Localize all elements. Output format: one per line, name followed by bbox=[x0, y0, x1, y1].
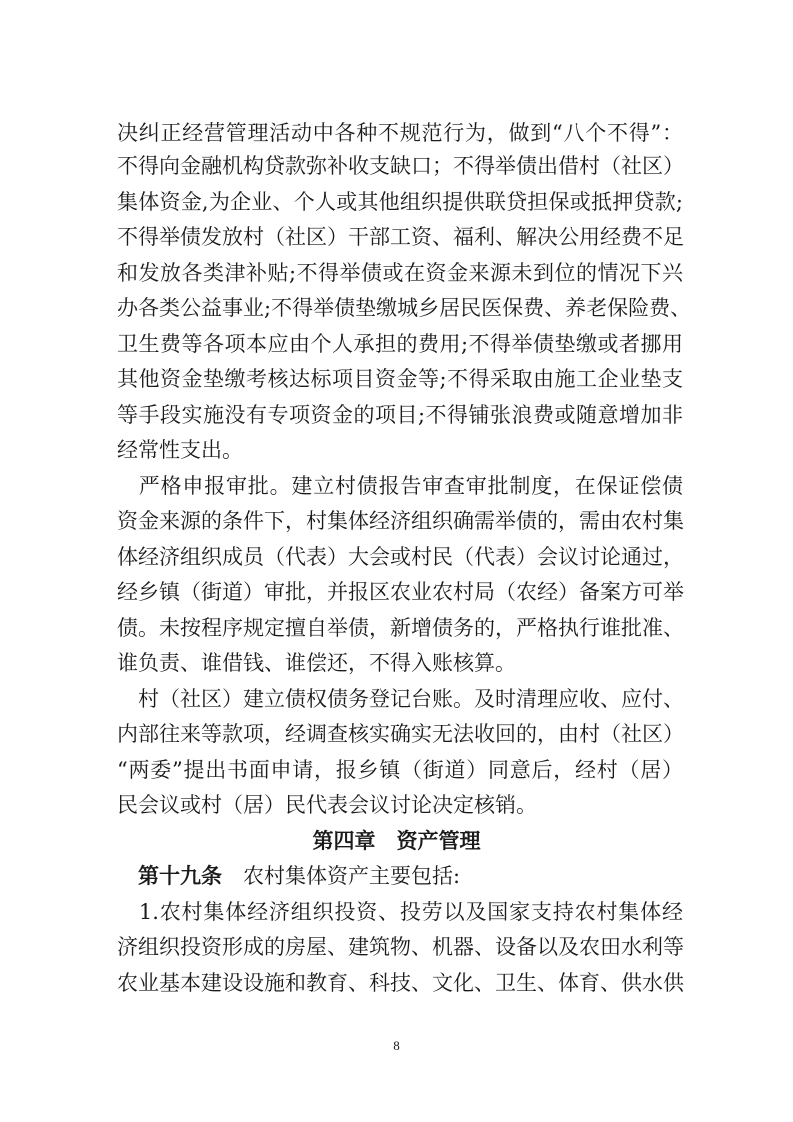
body-line: 1.农村集体经济组织投资、投劳以及国家支持农村集体经 bbox=[117, 900, 683, 924]
body-line: 资金来源的条件下，村集体经济组织确需举债的，需由农村集 bbox=[117, 509, 684, 533]
body-line: 集体资金,为企业、个人或其他组织提供联贷担保或抵押贷款; bbox=[117, 190, 683, 214]
article-line bbox=[117, 861, 683, 891]
chapter-heading: 第四章 资产管理 bbox=[312, 829, 481, 853]
body-line: 卫生费等各项本应由个人承担的费用;不得举债垫缴或者挪用 bbox=[117, 332, 683, 356]
body-line: 等手段实施没有专项资金的项目;不得铺张浪费或随意增加非 bbox=[117, 403, 683, 427]
body-line: 严格申报审批。建立村债报告审查审批制度，在保证偿债 bbox=[117, 474, 683, 498]
body-line: 其他资金垫缴考核达标项目资金等;不得采取由施工企业垫支 bbox=[117, 367, 683, 391]
body-line: 办各类公益事业;不得举债垫缴城乡居民医保费、养老保险费、 bbox=[117, 296, 692, 320]
body-line: 济组织投资形成的房屋、建筑物、机器、设备以及农田水利等 bbox=[117, 935, 684, 959]
body-line: “两委”提出书面申请，报乡镇（街道）同意后，经村（居） bbox=[117, 758, 683, 782]
body-line: 村（社区）建立债权债务登记台账。及时清理应收、应付、 bbox=[117, 687, 684, 711]
body-line: 不得举债发放村（社区）干部工资、福利、解决公用经费不足 bbox=[117, 225, 684, 249]
body-line: 民会议或村（居）民代表会议讨论决定核销。 bbox=[117, 793, 537, 817]
body-line: 和发放各类津补贴;不得举债或在资金来源未到位的情况下兴 bbox=[117, 261, 683, 285]
body-line: 农业基本建设设施和教育、科技、文化、卫生、体育、供水供 bbox=[117, 971, 684, 995]
page-number: 8 bbox=[393, 1038, 400, 1053]
body-line: 经乡镇（街道）审批，并报区农业农村局（农经）备案方可举 bbox=[117, 580, 684, 604]
article-text: 农村集体资产主要包括: bbox=[222, 864, 461, 888]
body-line: 债。未按程序规定擅自举债，新增债务的，严格执行谁批准、 bbox=[117, 616, 684, 640]
body-line: 决纠正经营管理活动中各种不规范行为，做到“八个不得”： bbox=[117, 121, 683, 145]
article-label: 第十九条 bbox=[138, 864, 222, 888]
body-line: 内部往来等款项，经调查核实确实无法收回的，由村（社区） bbox=[117, 722, 684, 746]
body-line: 经常性支出。 bbox=[117, 438, 243, 462]
body-line: 不得向金融机构贷款弥补收支缺口；不得举债出借村（社区） bbox=[117, 154, 684, 178]
body-line: 体经济组织成员（代表）大会或村民（代表）会议讨论通过， bbox=[117, 545, 684, 569]
body-line: 谁负责、谁借钱、谁偿还，不得入账核算。 bbox=[117, 651, 516, 675]
